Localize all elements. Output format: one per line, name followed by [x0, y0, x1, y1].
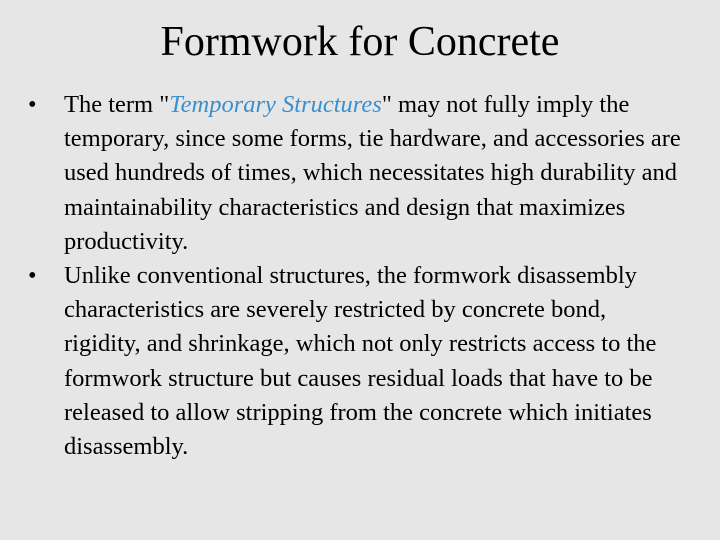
emphasized-term: Temporary Structures	[169, 91, 382, 118]
bullet-item-temporary-structures	[28, 88, 688, 259]
bullet-icon: •	[28, 91, 37, 118]
bullet-list	[28, 88, 688, 464]
bullet-text: Unlike conventional structures, the formwork disassembly characteristics are severely restricted by concrete bond, rigidity, and shrinkage, which not only restricts access to the formwork structure but causes residual loads that have to be released to allow stripping from the concrete which initiates disassembly.	[64, 262, 657, 461]
bullet-icon: •	[28, 262, 37, 290]
bullet-item-disassembly	[28, 259, 688, 464]
bullet-text-before: The term "	[64, 91, 170, 118]
slide-title: Formwork for Concrete	[160, 19, 560, 65]
bullet-text-after: " may not fully imply the temporary, since some forms, tie hardware, and accessories are used hundreds of times, which necessitates high durability and maintainability characteristics and design that maximizes productivity.	[64, 91, 681, 255]
